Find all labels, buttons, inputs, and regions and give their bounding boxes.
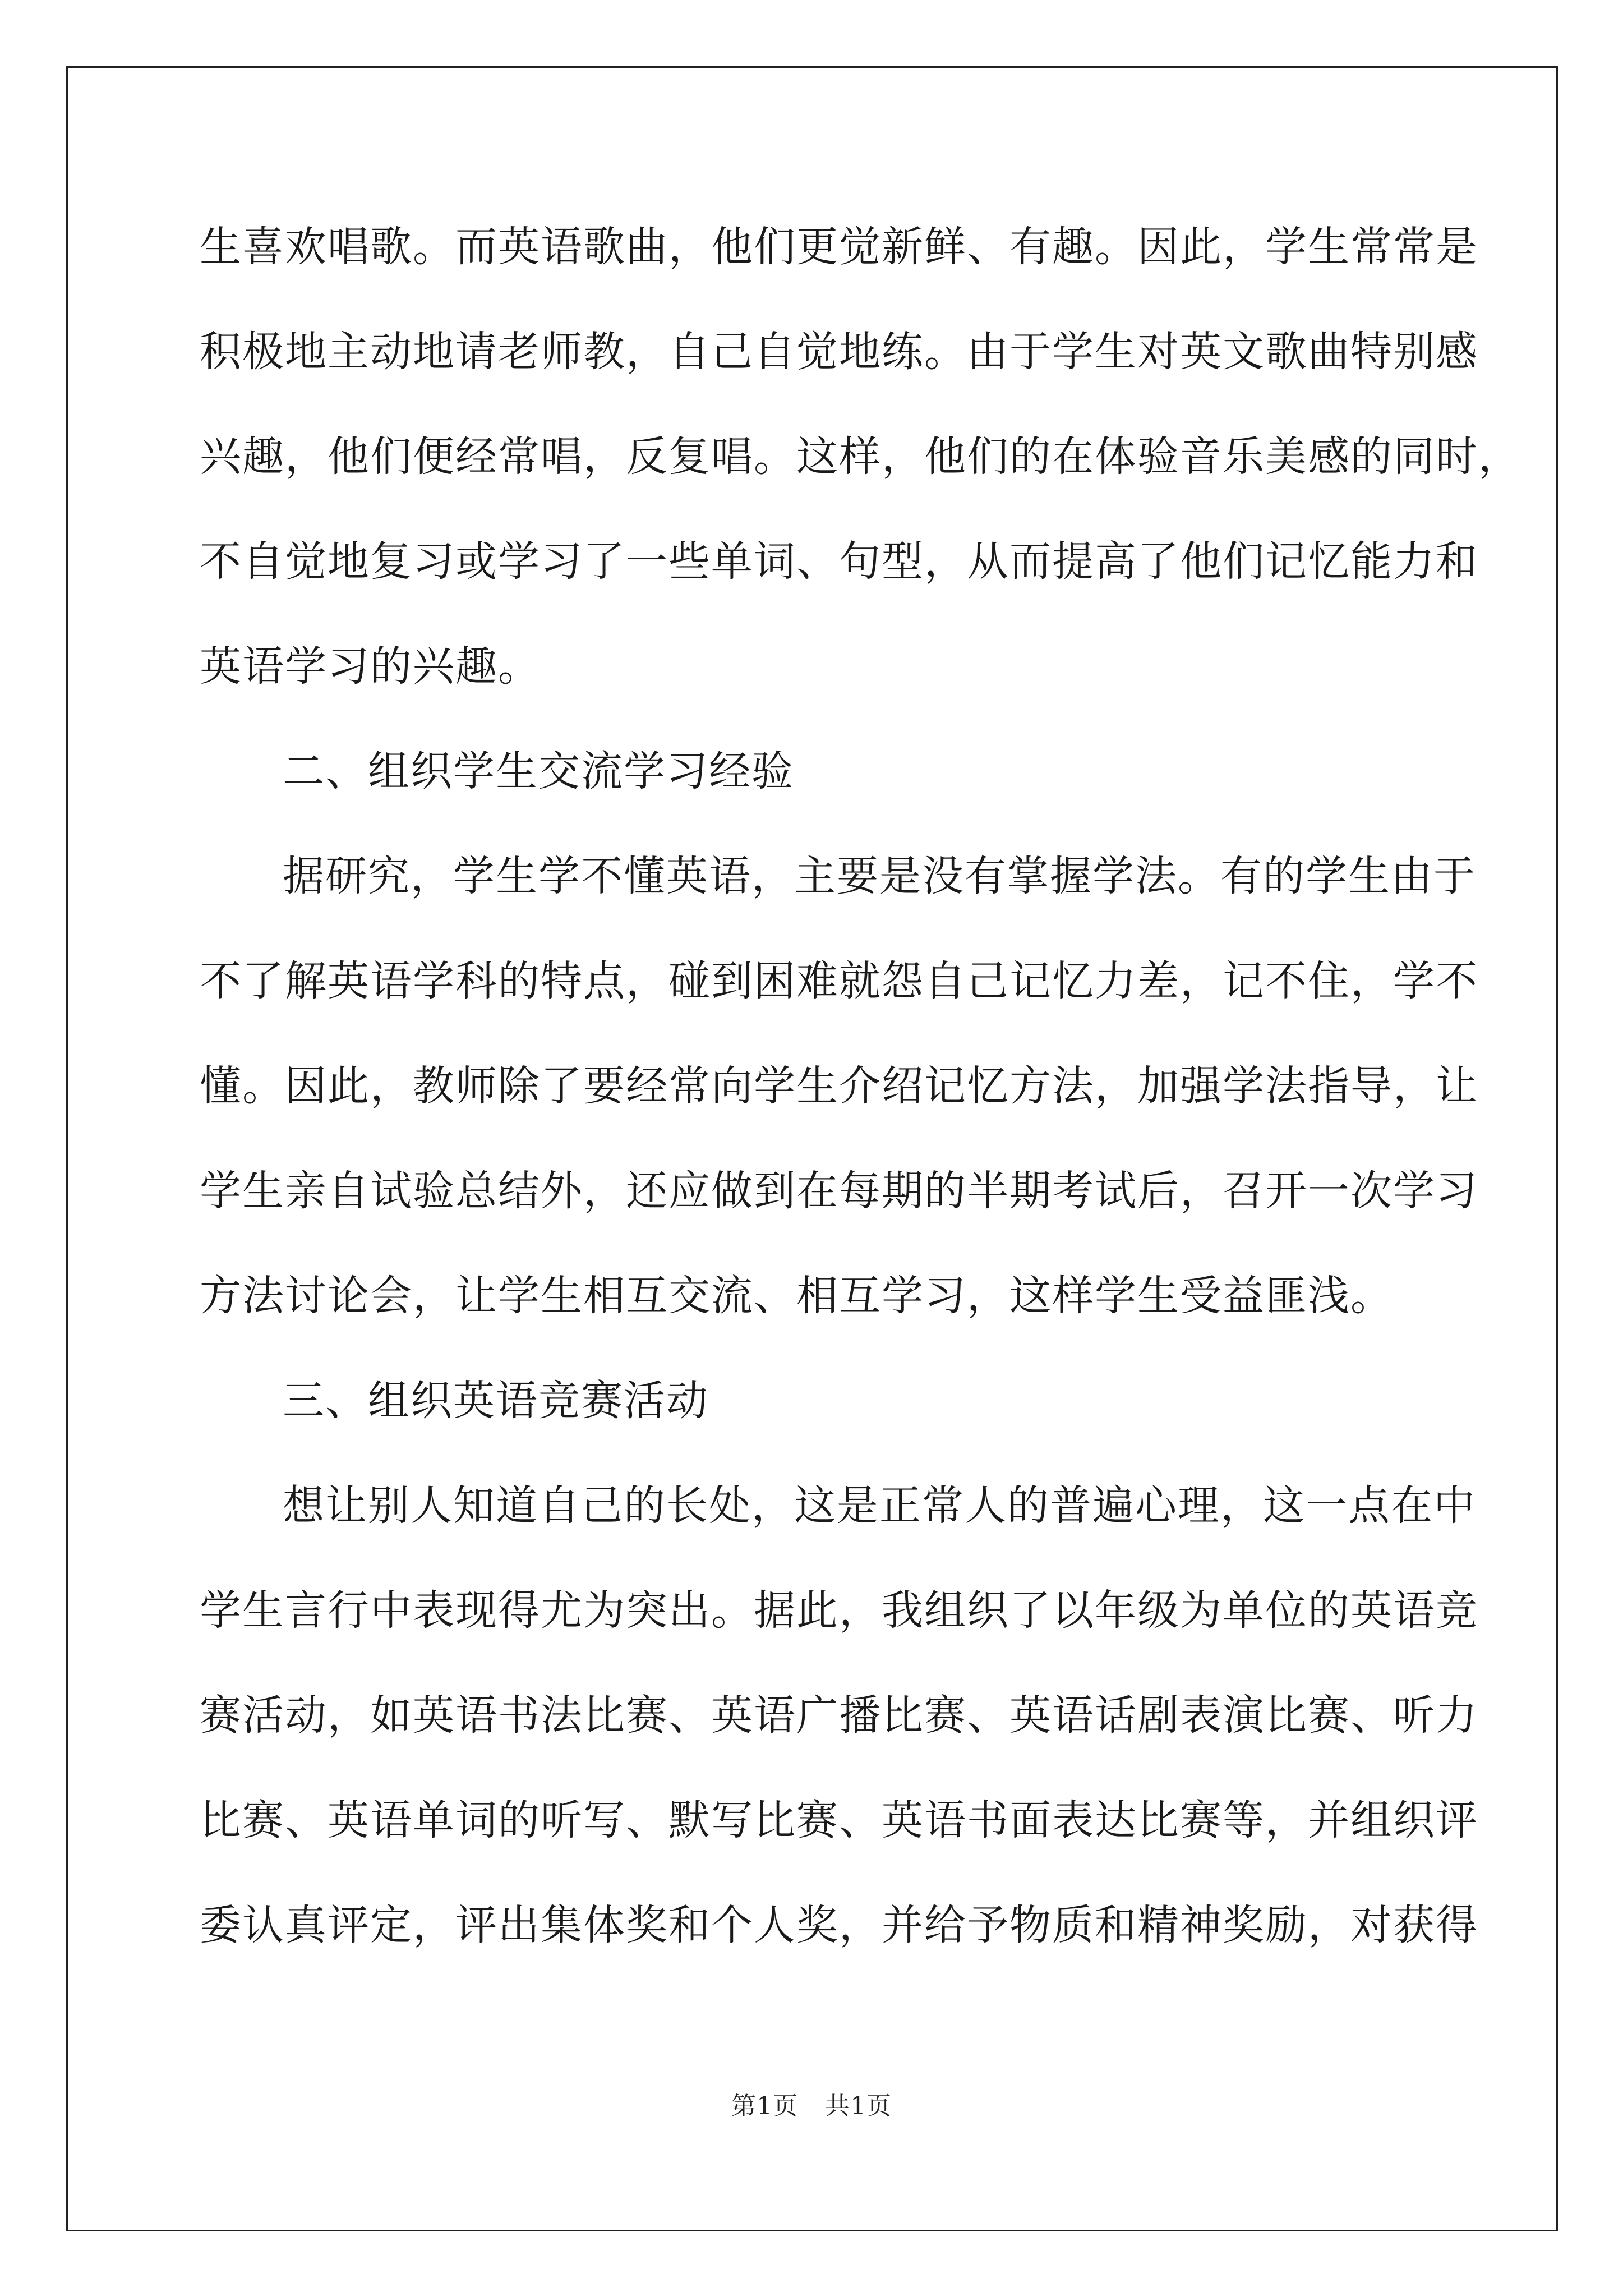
- text-line: 生喜欢唱歌。而英语歌曲，他们更觉新鲜、有趣。因此，学生常常是: [200, 223, 1478, 271]
- page-footer: [0, 2090, 1623, 2123]
- document-body: [200, 213, 1521, 1996]
- text-line: 学生言行中表现得尤为突出。据此，我组织了以年级为单位的英语竞: [200, 1586, 1478, 1635]
- text-line: 方法讨论会，让学生相互交流、相互学习，这样学生受益匪浅。: [200, 1272, 1393, 1320]
- text-line: 英语学习的兴趣。: [200, 642, 541, 691]
- text-line: 积极地主动地请老师教，自己自觉地练。由于学生对英文歌曲特别感: [200, 328, 1478, 376]
- paragraph-start-line: 据研究，学生学不懂英语，主要是没有掌握学法。有的学生由于: [283, 852, 1476, 900]
- text-line: 学生亲自试验总结外，还应做到在每期的半期考试后，召开一次学习: [200, 1167, 1478, 1215]
- text-line: 比赛、英语单词的听写、默写比赛、英语书面表达比赛等，并组织评: [200, 1796, 1478, 1844]
- page-number-total: 共1页: [825, 2092, 892, 2120]
- text-line: 委认真评定，评出集体奖和个人奖，并给予物质和精神奖励，对获得: [200, 1901, 1478, 1949]
- text-line: 赛活动，如英语书法比赛、英语广播比赛、英语话剧表演比赛、听力: [200, 1691, 1478, 1740]
- text-line: 懂。因此，教师除了要经常向学生介绍记忆方法，加强学法指导，让: [200, 1062, 1478, 1110]
- text-line: 不了解英语学科的特点，碰到困难就怨自己记忆力差，记不住，学不: [200, 957, 1478, 1005]
- text-line: 兴趣，他们便经常唱，反复唱。这样，他们的在体验音乐美感的同时，: [200, 432, 1521, 481]
- section-heading: 二、组织学生交流学习经验: [283, 747, 794, 795]
- paragraph-start-line: 想让别人知道自己的长处，这是正常人的普遍心理，这一点在中: [283, 1481, 1476, 1530]
- text-line: 不自觉地复习或学习了一些单词、句型，从而提高了他们记忆能力和: [200, 537, 1478, 586]
- section-heading: 三、组织英语竞赛活动: [283, 1377, 709, 1425]
- page-number-current: 第1页: [731, 2092, 798, 2120]
